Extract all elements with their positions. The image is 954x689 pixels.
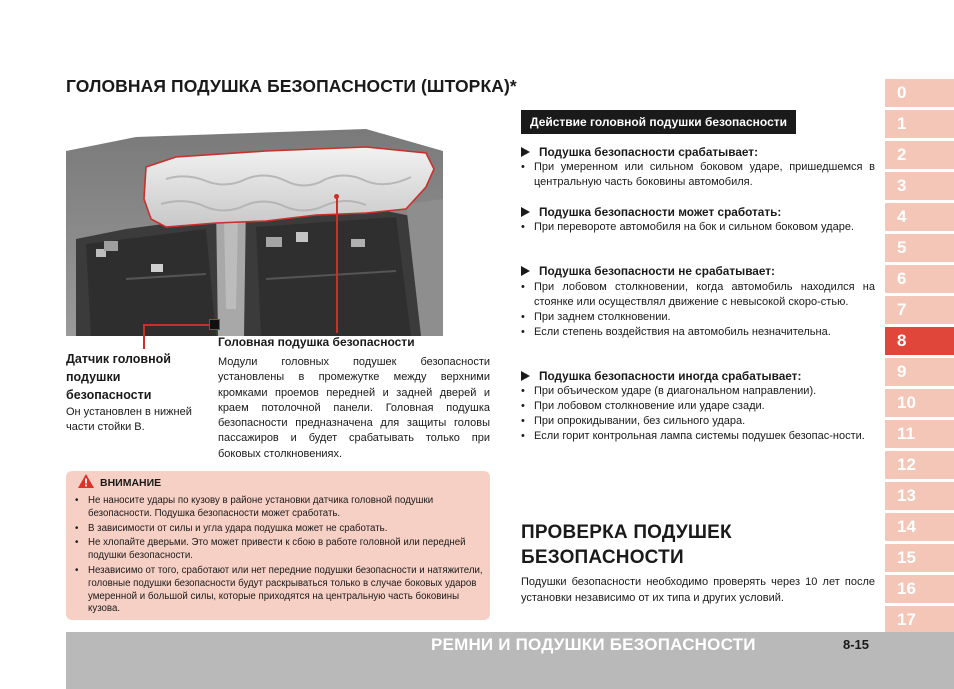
triangle-bullet-icon (521, 371, 530, 381)
chapter-tab[interactable]: 13 (885, 482, 954, 510)
subheading-not-deploy: Подушка безопасности не срабатывает: (521, 264, 775, 278)
list-item: • Если горит контрольная лампа системы подушек безопас-ности. (521, 429, 875, 444)
sensor-callout-horizontal (143, 324, 209, 326)
chapter-tab[interactable]: 0 (885, 79, 954, 107)
chapter-tab[interactable]: 12 (885, 451, 954, 479)
chapter-tab[interactable]: 16 (885, 575, 954, 603)
chapter-tab[interactable]: 11 (885, 420, 954, 448)
warning-list (74, 495, 484, 618)
chapter-tab[interactable]: 1 (885, 110, 954, 138)
section-label: Действие головной подушки безопасности (521, 110, 796, 134)
list-item: • При объическом ударе (в диагональном направлении). (521, 384, 875, 399)
chapter-tab[interactable]: 15 (885, 544, 954, 572)
check-title: ПРОВЕРКА ПОДУШЕК БЕЗОПАСНОСТИ (521, 522, 732, 568)
list-item: • Если степень воздействия на автомобиль незначительна. (521, 325, 875, 340)
chapter-tab[interactable]: 2 (885, 141, 954, 169)
sensor-description: Он установлен в нижней части стойки B. (66, 406, 192, 433)
airbag-title: Головная подушка безопасности (218, 335, 415, 349)
list-item: • При опрокидывании, без сильного удара. (521, 414, 875, 429)
subheading-sometimes: Подушка безопасности иногда срабатывает: (521, 369, 801, 383)
list-item: • При заднем столкновении. (521, 310, 875, 325)
chapter-tab[interactable]: 14 (885, 513, 954, 541)
page-number: 8-15 (843, 637, 870, 652)
airbag-description: Модули головных подушек безопасности установлены в промежутке между верхними кромками проемов передней и задней дверей и краем потолочной панели. Головная подушка безопасности предназначена для защиты головы пассажиров и будет срабатывать только при боковых столкновениях. (218, 356, 490, 460)
list-sometimes (521, 384, 875, 444)
chapter-tab[interactable]: 6 (885, 265, 954, 293)
warning-title: ВНИМАНИЕ (100, 477, 162, 489)
sensor-marker (209, 319, 220, 330)
chapter-tab[interactable]: 5 (885, 234, 954, 262)
list-may-deploy (521, 220, 875, 235)
list-item: • Независимо от того, сработают или нет передние подушки безопасности и натяжители, головные подушки безопасности будут раскрываться только в случае боковых ударов умеренной и большой силы, которые приходятся на центральную часть боковины кузова. (74, 565, 484, 616)
warning-icon (77, 473, 95, 489)
triangle-bullet-icon (521, 266, 530, 276)
chapter-tab[interactable]: 17 (885, 606, 954, 634)
list-item: • В зависимости от силы и угла удара подушка может не сработать. (74, 523, 484, 536)
chapter-tab[interactable]: 3 (885, 172, 954, 200)
list-item: • При лобовом столкновение или ударе сзади. (521, 399, 875, 414)
chapter-tab-active[interactable]: 8 (885, 327, 954, 355)
list-not-deploy (521, 280, 875, 340)
airbag-callout-dot (334, 194, 339, 199)
list-item: • Не наносите удары по кузову в районе установки датчика головной подушки безопасности. Подушка безопасности может сработать. (74, 495, 484, 521)
footer-title: РЕМНИ И ПОДУШКИ БЕЗОПАСНОСТИ (431, 635, 756, 654)
chapter-tab[interactable]: 9 (885, 358, 954, 386)
list-item: • Не хлопайте дверьми. Это может привести к сбою в работе головной или передней подушки безопасности. (74, 537, 484, 563)
list-item: • При лобовом столкновении, когда автомобиль находился на стоянке или осуществлял движение с невысокой скоро-стью. (521, 280, 875, 310)
list-item: • При умеренном или сильном боковом ударе, пришедшемся в центральную часть боковины автомобиля. (521, 160, 875, 190)
sensor-title: Датчик головной подушки безопасности (66, 352, 171, 402)
chapter-tab[interactable]: 7 (885, 296, 954, 324)
triangle-bullet-icon (521, 207, 530, 217)
subheading-may-deploy: Подушка безопасности может сработать: (521, 205, 781, 219)
list-deploys (521, 160, 875, 190)
page-title: ГОЛОВНАЯ ПОДУШКА БЕЗОПАСНОСТИ (ШТОРКА)* (66, 76, 517, 96)
chapter-tab[interactable]: 4 (885, 203, 954, 231)
airbag-callout-line (336, 197, 338, 333)
list-item: • При перевороте автомобиля на бок и сильном боковом ударе. (521, 220, 875, 235)
sensor-callout-vertical (143, 324, 145, 349)
chapter-tab[interactable]: 10 (885, 389, 954, 417)
airbag-photo (66, 129, 443, 336)
triangle-bullet-icon (521, 147, 530, 157)
subheading-deploys: Подушка безопасности срабатывает: (521, 145, 758, 159)
check-description: Подушки безопасности необходимо проверять через 10 лет после установки независимо от их типа и других условий. (521, 576, 875, 604)
